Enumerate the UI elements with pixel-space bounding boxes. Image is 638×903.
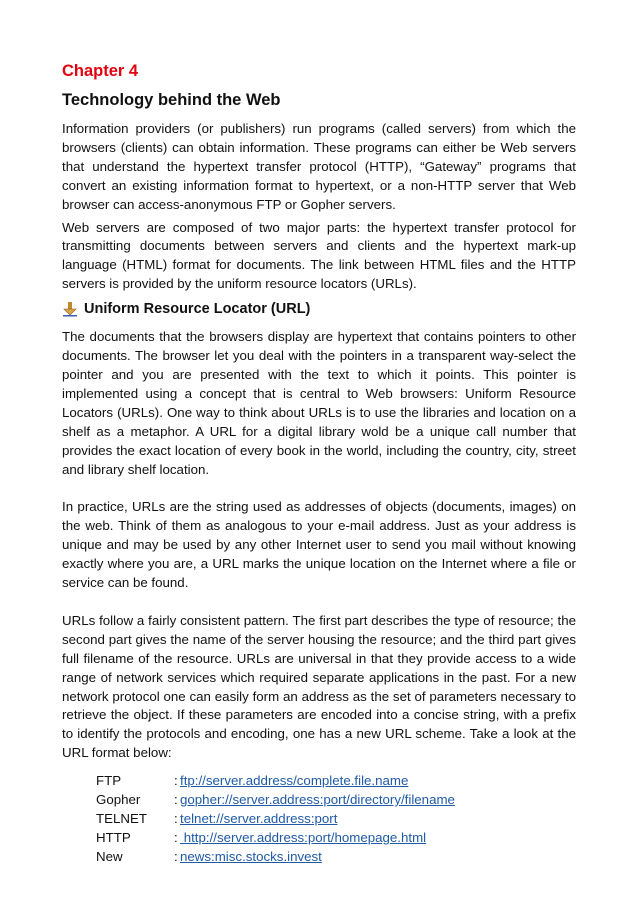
paragraph: In practice, URLs are the string used as addresses of objects (documents, images) on the web. Think of them as analogous to your e-mail address. Just as your address is unique and may be used by any other Internet user to send you mail without knowing exactly where you are, a URL marks the unique location on the Internet where a file or service can be found.: [62, 499, 576, 591]
url-format-row: [96, 847, 576, 866]
paragraph: Web servers are composed of two major parts: the hypertext transfer protocol for transmitting documents between servers and clients and the hypertext mark-up language (HTML) format for documents. The link between HTML files and the HTTP servers is provided by the uniform resource locators (URLs).: [62, 219, 576, 292]
paragraph: Information providers (or publishers) run programs (called servers) from which the browsers (clients) can obtain information. These programs can either be Web servers that understand the hypertext transfer protocol (HTTP), “Gateway” programs that convert an existing information format to hypertext, or a non-HTTP server that Web browser can access-anonymous FTP or Gopher servers.: [62, 121, 576, 212]
separator: :: [174, 830, 178, 846]
url-format-row: [96, 809, 576, 828]
paragraph: URLs follow a fairly consistent pattern. The first part describes the type of resource; the second part gives the name of the server housing the resource; and the third part gives full filename of the resource. URLs are universal in that they provide access to a wide range of network services which required separate applications in the past. For a new network protocol one can easily form an address as the set of parameters necessary to retrieve the object. If these parameters are encoded into a concise string, with a prefix to identify the protocols and encoding, one has a new URL scheme. Take a look at the URL format below:: [62, 612, 576, 761]
chapter-title: Technology behind the Web: [62, 91, 281, 109]
page-content: [62, 58, 576, 866]
protocol-name: Gopher: [96, 792, 141, 808]
url-format-list: [96, 771, 576, 866]
protocol-name: FTP: [96, 773, 122, 789]
url-format-row: [96, 790, 576, 809]
protocol-name: HTTP: [96, 830, 131, 846]
separator: :: [174, 773, 178, 789]
url-format-row: [96, 828, 576, 847]
separator: :: [174, 811, 178, 827]
url-link[interactable]: news:misc.stocks.invest: [180, 849, 322, 865]
url-link[interactable]: ftp://server.address/complete.file.name: [180, 773, 409, 789]
bullet-arrow-icon: [62, 301, 78, 317]
protocol-name: TELNET: [96, 811, 147, 827]
section-heading-text: Uniform Resource Locator (URL): [84, 301, 311, 318]
section-heading: [62, 298, 576, 320]
separator: :: [174, 792, 178, 808]
paragraph: The documents that the browsers display are hypertext that contains pointers to other documents. The browser let you deal with the pointers in a transparent way-select the pointer and you are presented with the text to which it points. This pointer is implemented using a concept that is central to Web browsers: Uniform Resource Locators (URLs). One way to think about URLs is to use the libraries and location on a shelf as a metaphor. A URL for a digital library wold be a unique call number that provides the exact location of every book in the world, including the country, city, street and library shelf location.: [62, 329, 576, 477]
url-link[interactable]: http://server.address:port/homepage.html: [180, 830, 427, 846]
separator: :: [174, 849, 178, 865]
url-link[interactable]: gopher://server.address:port/directory/filename: [180, 792, 455, 808]
protocol-name: New: [96, 849, 123, 865]
chapter-label: Chapter 4: [62, 62, 139, 80]
url-link[interactable]: telnet://server.address:port: [180, 811, 338, 827]
url-format-row: [96, 771, 576, 790]
